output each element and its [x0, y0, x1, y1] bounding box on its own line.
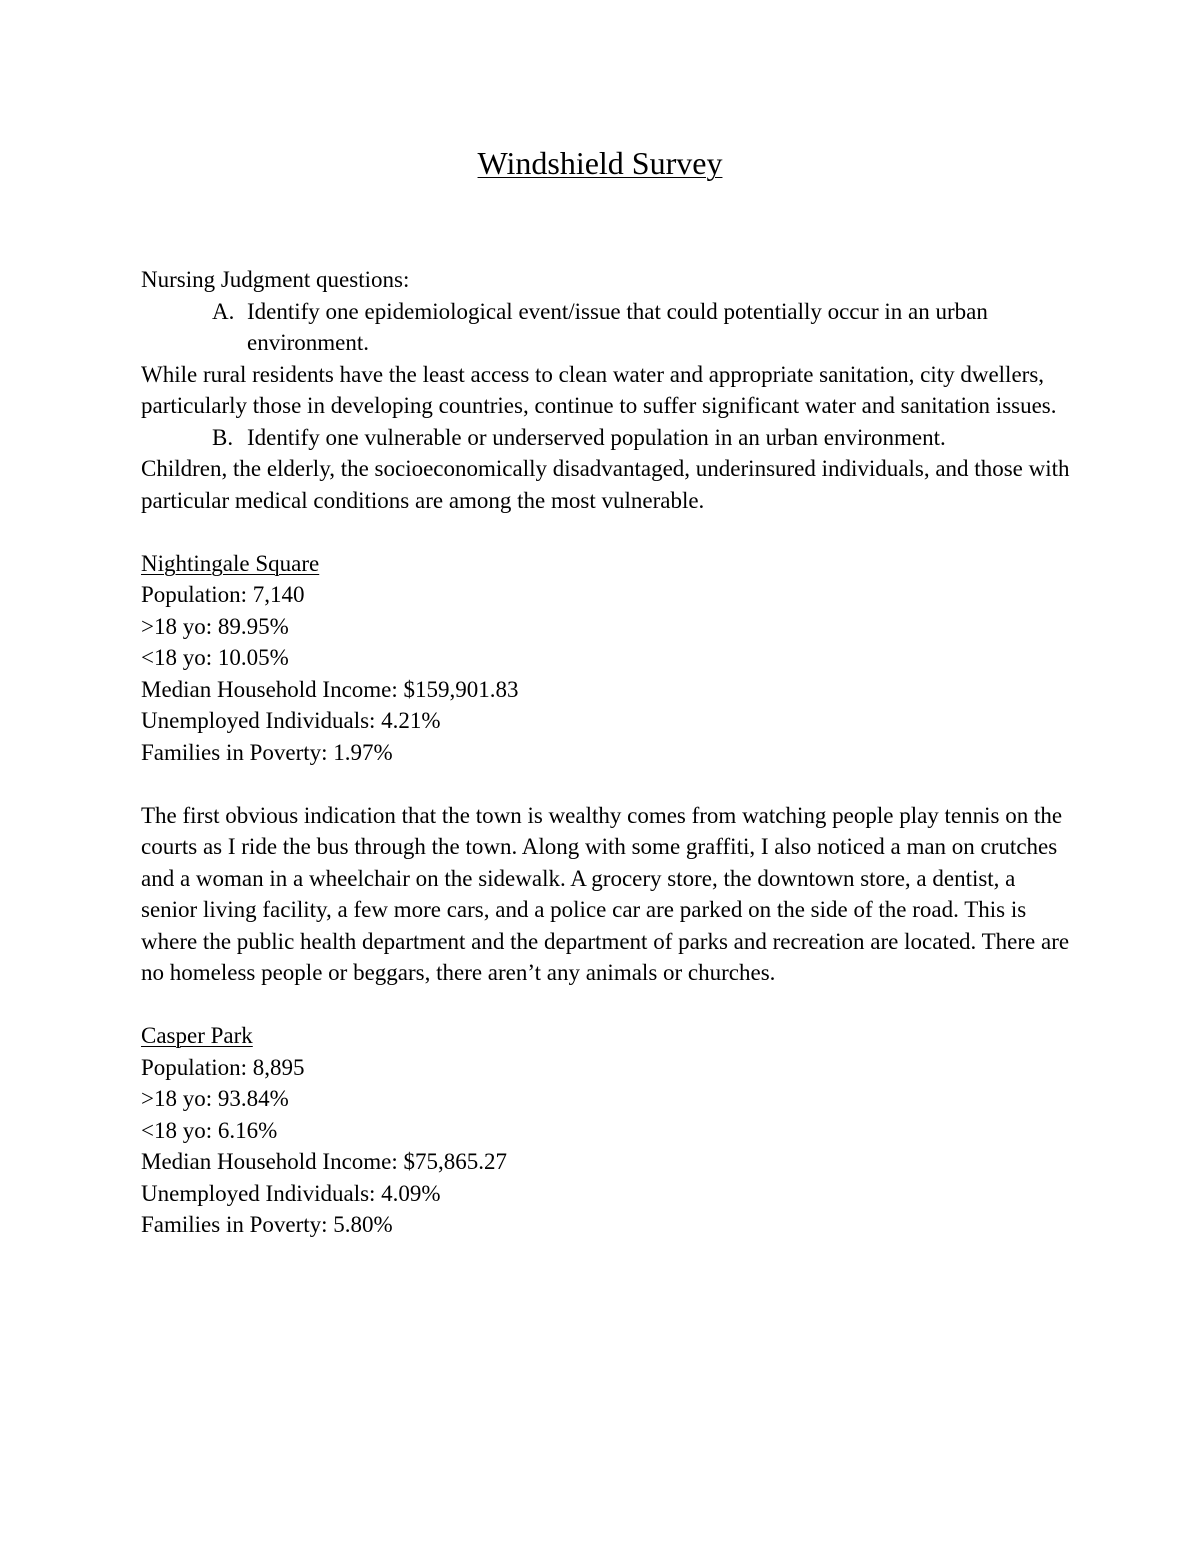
stat-over-18: >18 yo: 93.84% [141, 1086, 289, 1111]
question-letter: B. [212, 424, 234, 450]
stat-over-18: >18 yo: 89.95% [141, 613, 289, 639]
stat-families-poverty: Families in Poverty: 1.97% [141, 739, 393, 765]
stat-median-income: Median Household Income: $75,865.27 [141, 1149, 508, 1174]
question-letter: A. [212, 298, 235, 324]
stat-unemployed: Unemployed Individuals: 4.21% [141, 708, 441, 733]
spacer [141, 768, 1071, 800]
stat-population: Population: 8,895 [141, 1054, 305, 1080]
spacer [141, 989, 1071, 1021]
question-b [141, 422, 1071, 454]
question-text: Identify one vulnerable or underserved population in an urban environment. [247, 424, 946, 450]
stat-unemployed: Unemployed Individuals: 4.09% [141, 1180, 441, 1206]
nightingale-narrative: The first obvious indication that the town is wealthy comes from watching people play tennis on the courts as I ride the bus through the town. Along with some graffiti, I also noticed a man on crutches and a woman in a wheelchair on the sidewalk. A grocery store, the downtown store, a dentist, a senior living facility, a few more cars, and a police car are parked on the side of the road. This is where the public health department and the department of parks and recreation are located. There are no homeless people or beggars, there aren’t any animals or churches. [141, 802, 1070, 985]
stat-under-18: <18 yo: 6.16% [141, 1117, 278, 1143]
question-b-answer: Children, the elderly, the socioeconomically disadvantaged, underinsured individuals, and those with particular medical conditions are among the most vulnerable. [141, 456, 1070, 513]
document-body [141, 264, 1071, 1241]
intro-label: Nursing Judgment questions: [141, 267, 410, 292]
stat-population: Population: 7,140 [141, 582, 305, 607]
document-title: Windshield Survey [477, 145, 723, 181]
question-a [141, 296, 1071, 359]
section-heading-casper-park: Casper Park [141, 1023, 253, 1048]
stat-families-poverty: Families in Poverty: 5.80% [141, 1212, 393, 1237]
section-heading-nightingale-square: Nightingale Square [141, 550, 320, 576]
question-a-answer: While rural residents have the least access to clean water and appropriate sanitation, city dwellers, particularly those in developing countries, continue to suffer significant water and sanitation issues. [141, 361, 1057, 418]
stat-median-income: Median Household Income: $159,901.83 [141, 676, 519, 702]
stat-under-18: <18 yo: 10.05% [141, 645, 289, 670]
spacer [141, 516, 1071, 548]
question-text: Identify one epidemiological event/issue that could potentially occur in an urban environment. [247, 298, 988, 355]
